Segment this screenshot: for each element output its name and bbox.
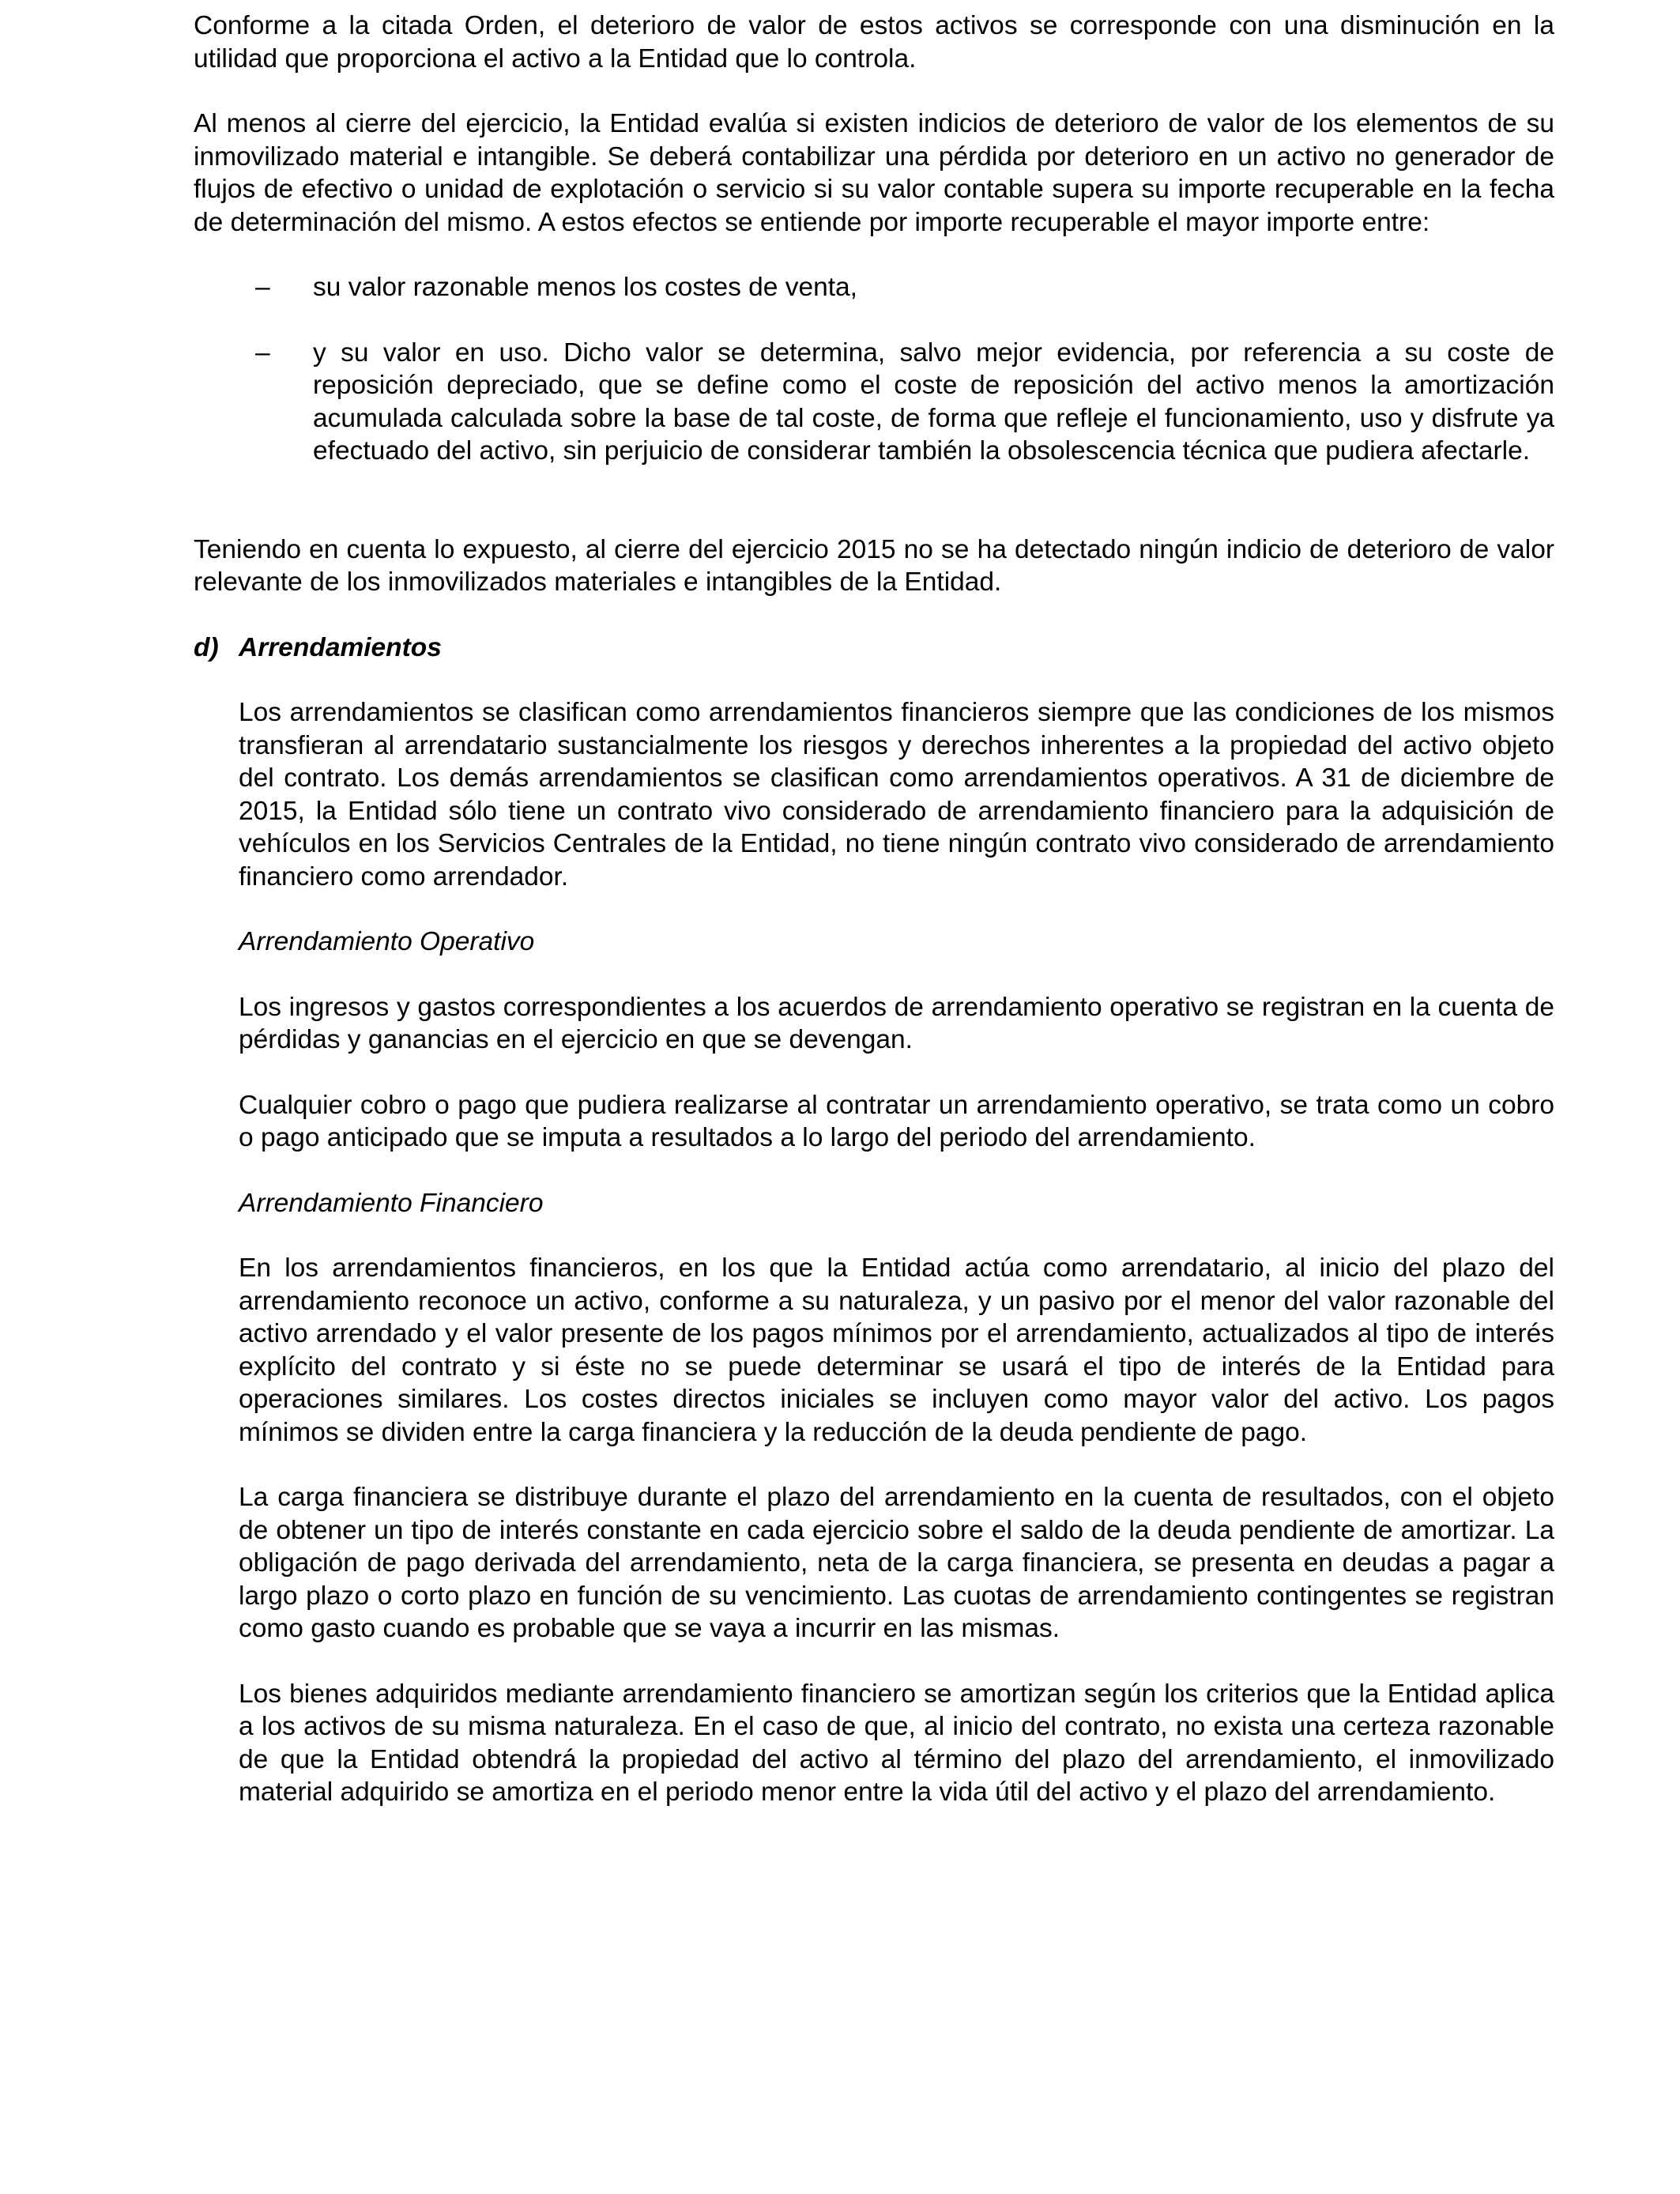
operativo-paragraph: Cualquier cobro o pago que pudiera realizarse al contratar un arrendamiento operativo, se trata como un cobro o pago anticipado que se imputa a resultados a lo largo del periodo del arrendamiento. <box>239 1090 1554 1152</box>
section-title: Arrendamientos <box>239 632 442 662</box>
document-body <box>194 9 1554 1809</box>
intro-paragraph: Al menos al cierre del ejercicio, la Entidad evalúa si existen indicios de deterioro de valor de los elementos de su inmovilizado material e intangible. Se deberá contabilizar una pérdida por deterioro en un activo no generador de flujos de efectivo o unidad de explotación o servicio si su valor contable supera su importe recuperable en la fecha de determinación del mismo. A estos efectos se entiende por importe recuperable el mayor importe entre: <box>194 109 1554 237</box>
conclusion-paragraph: Teniendo en cuenta lo expuesto, al cierre del ejercicio 2015 no se ha detectado ningún indicio de deterioro de valor relevante de los inmovilizados materiales e intangibles de la Entidad. <box>194 534 1554 597</box>
financiero-paragraph: La carga financiera se distribuye durante el plazo del arrendamiento en la cuenta de resultados, con el objeto de obtener un tipo de interés constante en cada ejercicio sobre el saldo de la deuda pendiente de amortizar. La obligación de pago derivada del arrendamiento, neta de la carga financiera, se presenta en deudas a pagar a largo plazo o corto plazo en función de su vencimiento. Las cuotas de arrendamiento contingentes se registran como gasto cuando es probable que se vaya a incurrir en las mismas. <box>239 1483 1554 1643</box>
list-item-text: su valor razonable menos los costes de venta, <box>313 273 857 302</box>
list-item <box>194 271 1554 304</box>
operativo-paragraph: Los ingresos y gastos correspondientes a los acuerdos de arrendamiento operativo se registran en la cuenta de pérdidas y ganancias en el ejercicio en que se devengan. <box>239 992 1554 1054</box>
list-item <box>194 337 1554 468</box>
section-letter: d) <box>194 632 219 662</box>
intro-paragraph: Conforme a la citada Orden, el deterioro de valor de estos activos se corresponde con una disminución en la utilidad que proporciona el activo a la Entidad que lo controla. <box>194 11 1554 74</box>
list-item-text: y su valor en uso. Dicho valor se determina, salvo mejor evidencia, por referencia a su coste de reposición depreciado, que se define como el coste de reposición del activo menos la amortización acumulada calculada sobre la base de tal coste, de forma que refleje el funcionamiento, uso y disfrute ya efectuado del activo, sin perjuicio de considerar también la obsolescencia técnica que pudiera afectarle. <box>313 337 1554 466</box>
financiero-paragraph: En los arrendamientos financieros, en los que la Entidad actúa como arrendatario, al inicio del plazo del arrendamiento reconoce un activo, conforme a su naturaleza, y un pasivo por el menor del valor razonable del activo arrendado y el valor presente de los pagos mínimos por el arrendamiento, actualizados al tipo de interés explícito del contrato y si éste no se puede determinar se usará el tipo de interés de la Entidad para operaciones similares. Los costes directos iniciales se incluyen como mayor valor del activo. Los pagos mínimos se dividen entre la carga financiera y la reducción de la deuda pendiente de pago. <box>239 1253 1554 1447</box>
subheading-operativo: Arrendamiento Operativo <box>239 927 535 956</box>
dash-marker: – <box>255 273 270 302</box>
financiero-paragraph: Los bienes adquiridos mediante arrendamiento financiero se amortizan según los criterios que la Entidad aplica a los activos de su misma naturaleza. En el caso de que, al inicio del contrato, no exista una certeza razonable de que la Entidad obtendrá la propiedad del activo al término del plazo del arrendamiento, el inmovilizado material adquirido se amortiza en el periodo menor entre la vida útil del activo y el plazo del arrendamiento. <box>239 1679 1554 1807</box>
recoverable-amount-list <box>194 271 1554 468</box>
section-heading <box>194 631 1554 665</box>
subheading-financiero: Arrendamiento Financiero <box>239 1188 544 1218</box>
dash-marker: – <box>255 337 270 368</box>
section-intro-paragraph: Los arrendamientos se clasifican como arrendamientos financieros siempre que las condiciones de los mismos transfieran al arrendatario sustancialmente los riesgos y derechos inherentes a la propiedad del activo objeto del contrato. Los demás arrendamientos se clasifican como arrendamientos operativos. A 31 de diciembre de 2015, la Entidad sólo tiene un contrato vivo considerado de arrendamiento financiero para la adquisición de vehículos en los Servicios Centrales de la Entidad, no tiene ningún contrato vivo considerado de arrendamiento financiero como arrendador. <box>239 698 1554 892</box>
